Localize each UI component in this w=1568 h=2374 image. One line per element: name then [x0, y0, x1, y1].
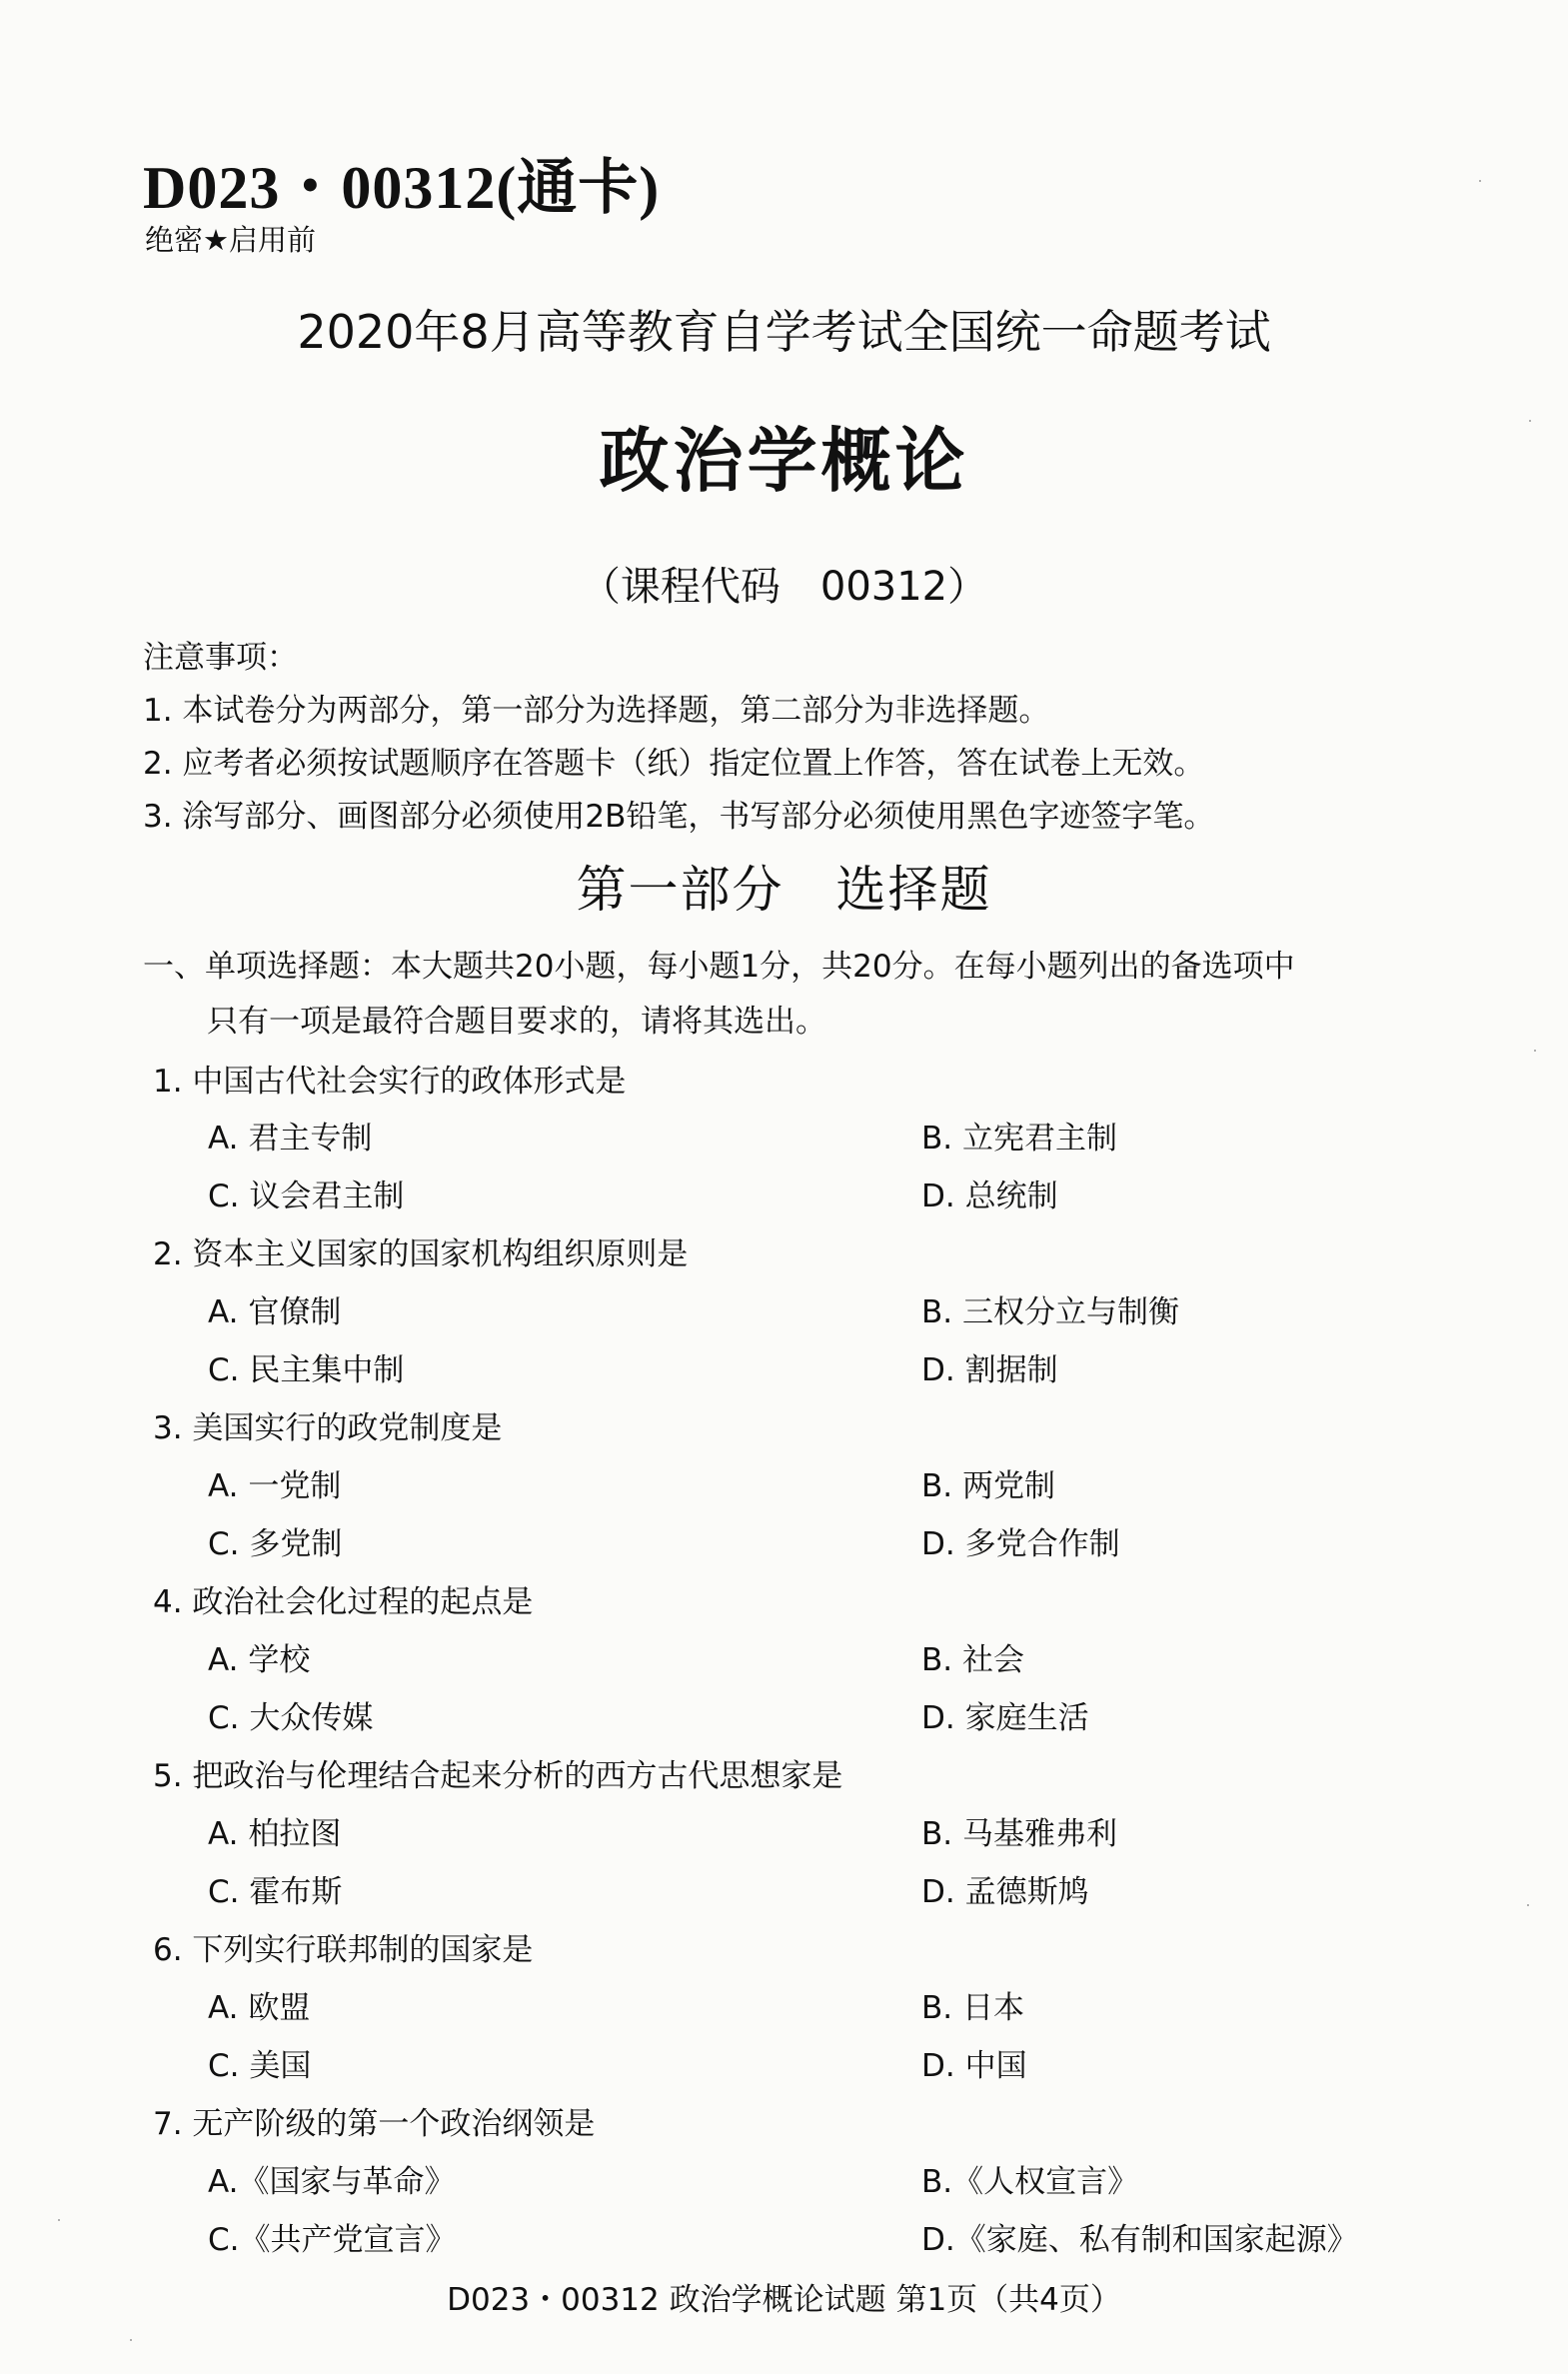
option-c: C.《共产党宣言》: [208, 2222, 457, 2258]
note-item: 3. 涂写部分、画图部分必须使用2B铅笔，书写部分必须使用黑色字迹签字笔。: [143, 799, 1215, 835]
option-a: A. 官僚制: [208, 1294, 342, 1330]
question-stem: 1. 中国古代社会实行的政体形式是: [153, 1064, 627, 1100]
question-stem: 3. 美国实行的政党制度是: [153, 1410, 503, 1446]
option-c: C. 大众传媒: [208, 1700, 374, 1736]
section-intro-line1: 一、单项选择题：本大题共20小题，每小题1分，共20分。在每小题列出的备选项中: [143, 949, 1295, 985]
option-c: C. 议会君主制: [208, 1179, 405, 1214]
option-d: D.《家庭、私有制和国家起源》: [921, 2222, 1358, 2258]
question-stem: 6. 下列实行联邦制的国家是: [153, 1932, 534, 1968]
option-c: C. 霍布斯: [208, 1874, 343, 1910]
note-item: 2. 应考者必须按试题顺序在答题卡（纸）指定位置上作答，答在试卷上无效。: [143, 746, 1205, 782]
option-a: A. 柏拉图: [208, 1816, 342, 1852]
option-d: D. 孟德斯鸠: [921, 1874, 1089, 1910]
secret-mark: 绝密★启用前: [145, 223, 316, 257]
scan-speck: [1529, 420, 1531, 422]
note-item: 1. 本试卷分为两部分，第一部分为选择题，第二部分为非选择题。: [143, 693, 1050, 729]
option-a: A. 一党制: [208, 1468, 342, 1504]
scan-speck: [58, 2219, 60, 2221]
page-footer: D023・00312 政治学概论试题 第1页（共4页）: [447, 2282, 1121, 2318]
scan-speck: [130, 2339, 132, 2341]
exam-title: 2020年8月高等教育自学考试全国统一命题考试: [297, 305, 1271, 359]
notes-title: 注意事项：: [143, 640, 298, 676]
question-stem: 7. 无产阶级的第一个政治纲领是: [153, 2106, 596, 2142]
option-d: D. 中国: [921, 2048, 1027, 2084]
option-a: A. 学校: [208, 1642, 311, 1678]
option-a: A. 君主专制: [208, 1121, 373, 1157]
section-intro-line2: 只有一项是最符合题目要求的，请将其选出。: [207, 1004, 826, 1040]
scan-speck: [1479, 180, 1481, 182]
option-c: C. 多党制: [208, 1526, 343, 1562]
question-stem: 4. 政治社会化过程的起点是: [153, 1584, 534, 1620]
option-a: A.《国家与革命》: [208, 2164, 456, 2200]
course-code: （课程代码 00312）: [580, 564, 988, 610]
option-c: C. 美国: [208, 2048, 312, 2084]
scan-speck: [1527, 1904, 1529, 1906]
option-d: D. 多党合作制: [921, 1526, 1120, 1562]
option-b: B.《人权宣言》: [921, 2164, 1139, 2200]
option-b: B. 马基雅弗利: [921, 1816, 1117, 1852]
paper-code: D023・00312(通卡): [143, 155, 661, 221]
option-b: B. 社会: [921, 1642, 1024, 1678]
option-d: D. 总统制: [921, 1179, 1058, 1214]
question-stem: 5. 把政治与伦理结合起来分析的西方古代思想家是: [153, 1758, 843, 1794]
question-stem: 2. 资本主义国家的国家机构组织原则是: [153, 1236, 689, 1272]
option-c: C. 民主集中制: [208, 1352, 405, 1388]
part-one-title: 第一部分 选择题: [576, 861, 992, 919]
option-a: A. 欧盟: [208, 1990, 311, 2026]
option-b: B. 三权分立与制衡: [921, 1294, 1179, 1330]
option-b: B. 两党制: [921, 1468, 1055, 1504]
scan-speck: [1534, 1050, 1536, 1052]
subject-title: 政治学概论: [599, 420, 969, 502]
option-d: D. 家庭生活: [921, 1700, 1089, 1736]
option-b: B. 立宪君主制: [921, 1121, 1117, 1157]
section-intro: [143, 940, 1482, 1050]
option-d: D. 割据制: [921, 1352, 1058, 1388]
option-b: B. 日本: [921, 1990, 1024, 2026]
